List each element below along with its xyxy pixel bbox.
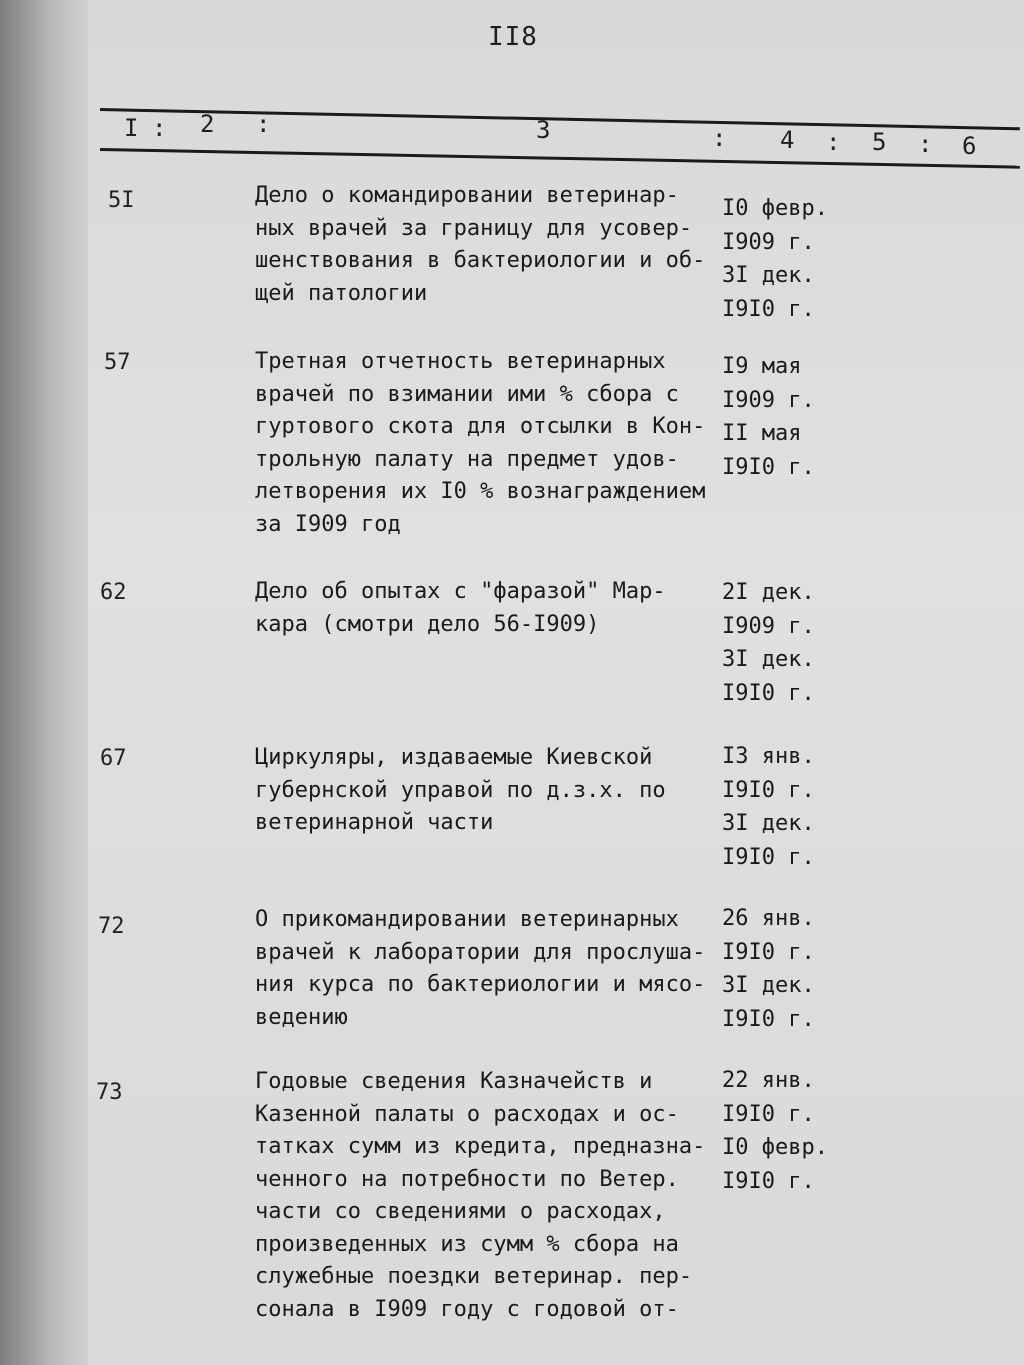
entry-number: 73 (96, 1080, 123, 1105)
column-separator: : (152, 114, 167, 142)
entry-number: 62 (100, 580, 127, 605)
entry-number: 72 (98, 914, 125, 939)
page-edge-shadow (0, 0, 95, 1365)
entry-number: 57 (104, 350, 131, 375)
entry-dates: 26 янв. I9I0 г. ЗI дек. I9I0 г. (722, 906, 815, 1032)
entry-dates: 22 янв. I9I0 г. I0 февр. I9I0 г. (722, 1068, 828, 1194)
column-header-3: 3 (536, 116, 551, 144)
entry-description: Годовые сведения Казначейств и Казенной палаты о расходах и ос- татках сумм из кредита, предназна- ченного на потребности по Ветер. части со сведениями о расходах, произведенных из сумм % сбора на служебные поездки ветеринар. пер- сонала в I909 году с годовой от- (255, 1069, 706, 1322)
column-header-6: 6 (962, 132, 977, 160)
column-header-2: 2 (200, 110, 215, 138)
entry-description: Дело о командировании ветеринар- ных врачей за границу для усовер- шенствования в бактериологии и об- щей патологии (255, 183, 706, 306)
entry-description: О прикомандировании ветеринарных врачей к лаборатории для прослуша- ния курса по бактериологии и мясо- ведению (255, 907, 706, 1030)
column-separator: : (918, 130, 933, 158)
column-separator: : (256, 110, 271, 138)
column-separator: : (712, 124, 727, 152)
entry-dates: 2I дек. I909 г. ЗI дек. I9I0 г. (722, 580, 815, 706)
entry-dates: I3 янв. I9I0 г. ЗI дек. I9I0 г. (722, 744, 815, 870)
entry-description: Дело об опытах с "фаразой" Мар- кара (смотри дело 56-I909) (255, 579, 666, 637)
entry-dates: I0 февр. I909 г. ЗI дек. I9I0 г. (722, 196, 828, 322)
column-header-1: I (124, 114, 139, 142)
entry-number: 67 (100, 746, 127, 771)
entry-number: 5I (108, 188, 135, 213)
page-number: II8 (488, 22, 538, 52)
column-header-4: 4 (780, 126, 795, 154)
entry-description: Циркуляры, издаваемые Киевской губернской управой по д.з.х. по ветеринарной части (255, 745, 666, 835)
entry-dates: I9 мая I909 г. II мая I9I0 г. (722, 354, 815, 480)
entry-description: Третная отчетность ветеринарных врачей по взимании ими % сбора с гуртового скота для отсылки в Кон- трольную палату на предмет удов- летворения их I0 % вознаграждением за I909 год (255, 349, 706, 537)
column-header-5: 5 (872, 128, 887, 156)
column-separator: : (826, 128, 841, 156)
